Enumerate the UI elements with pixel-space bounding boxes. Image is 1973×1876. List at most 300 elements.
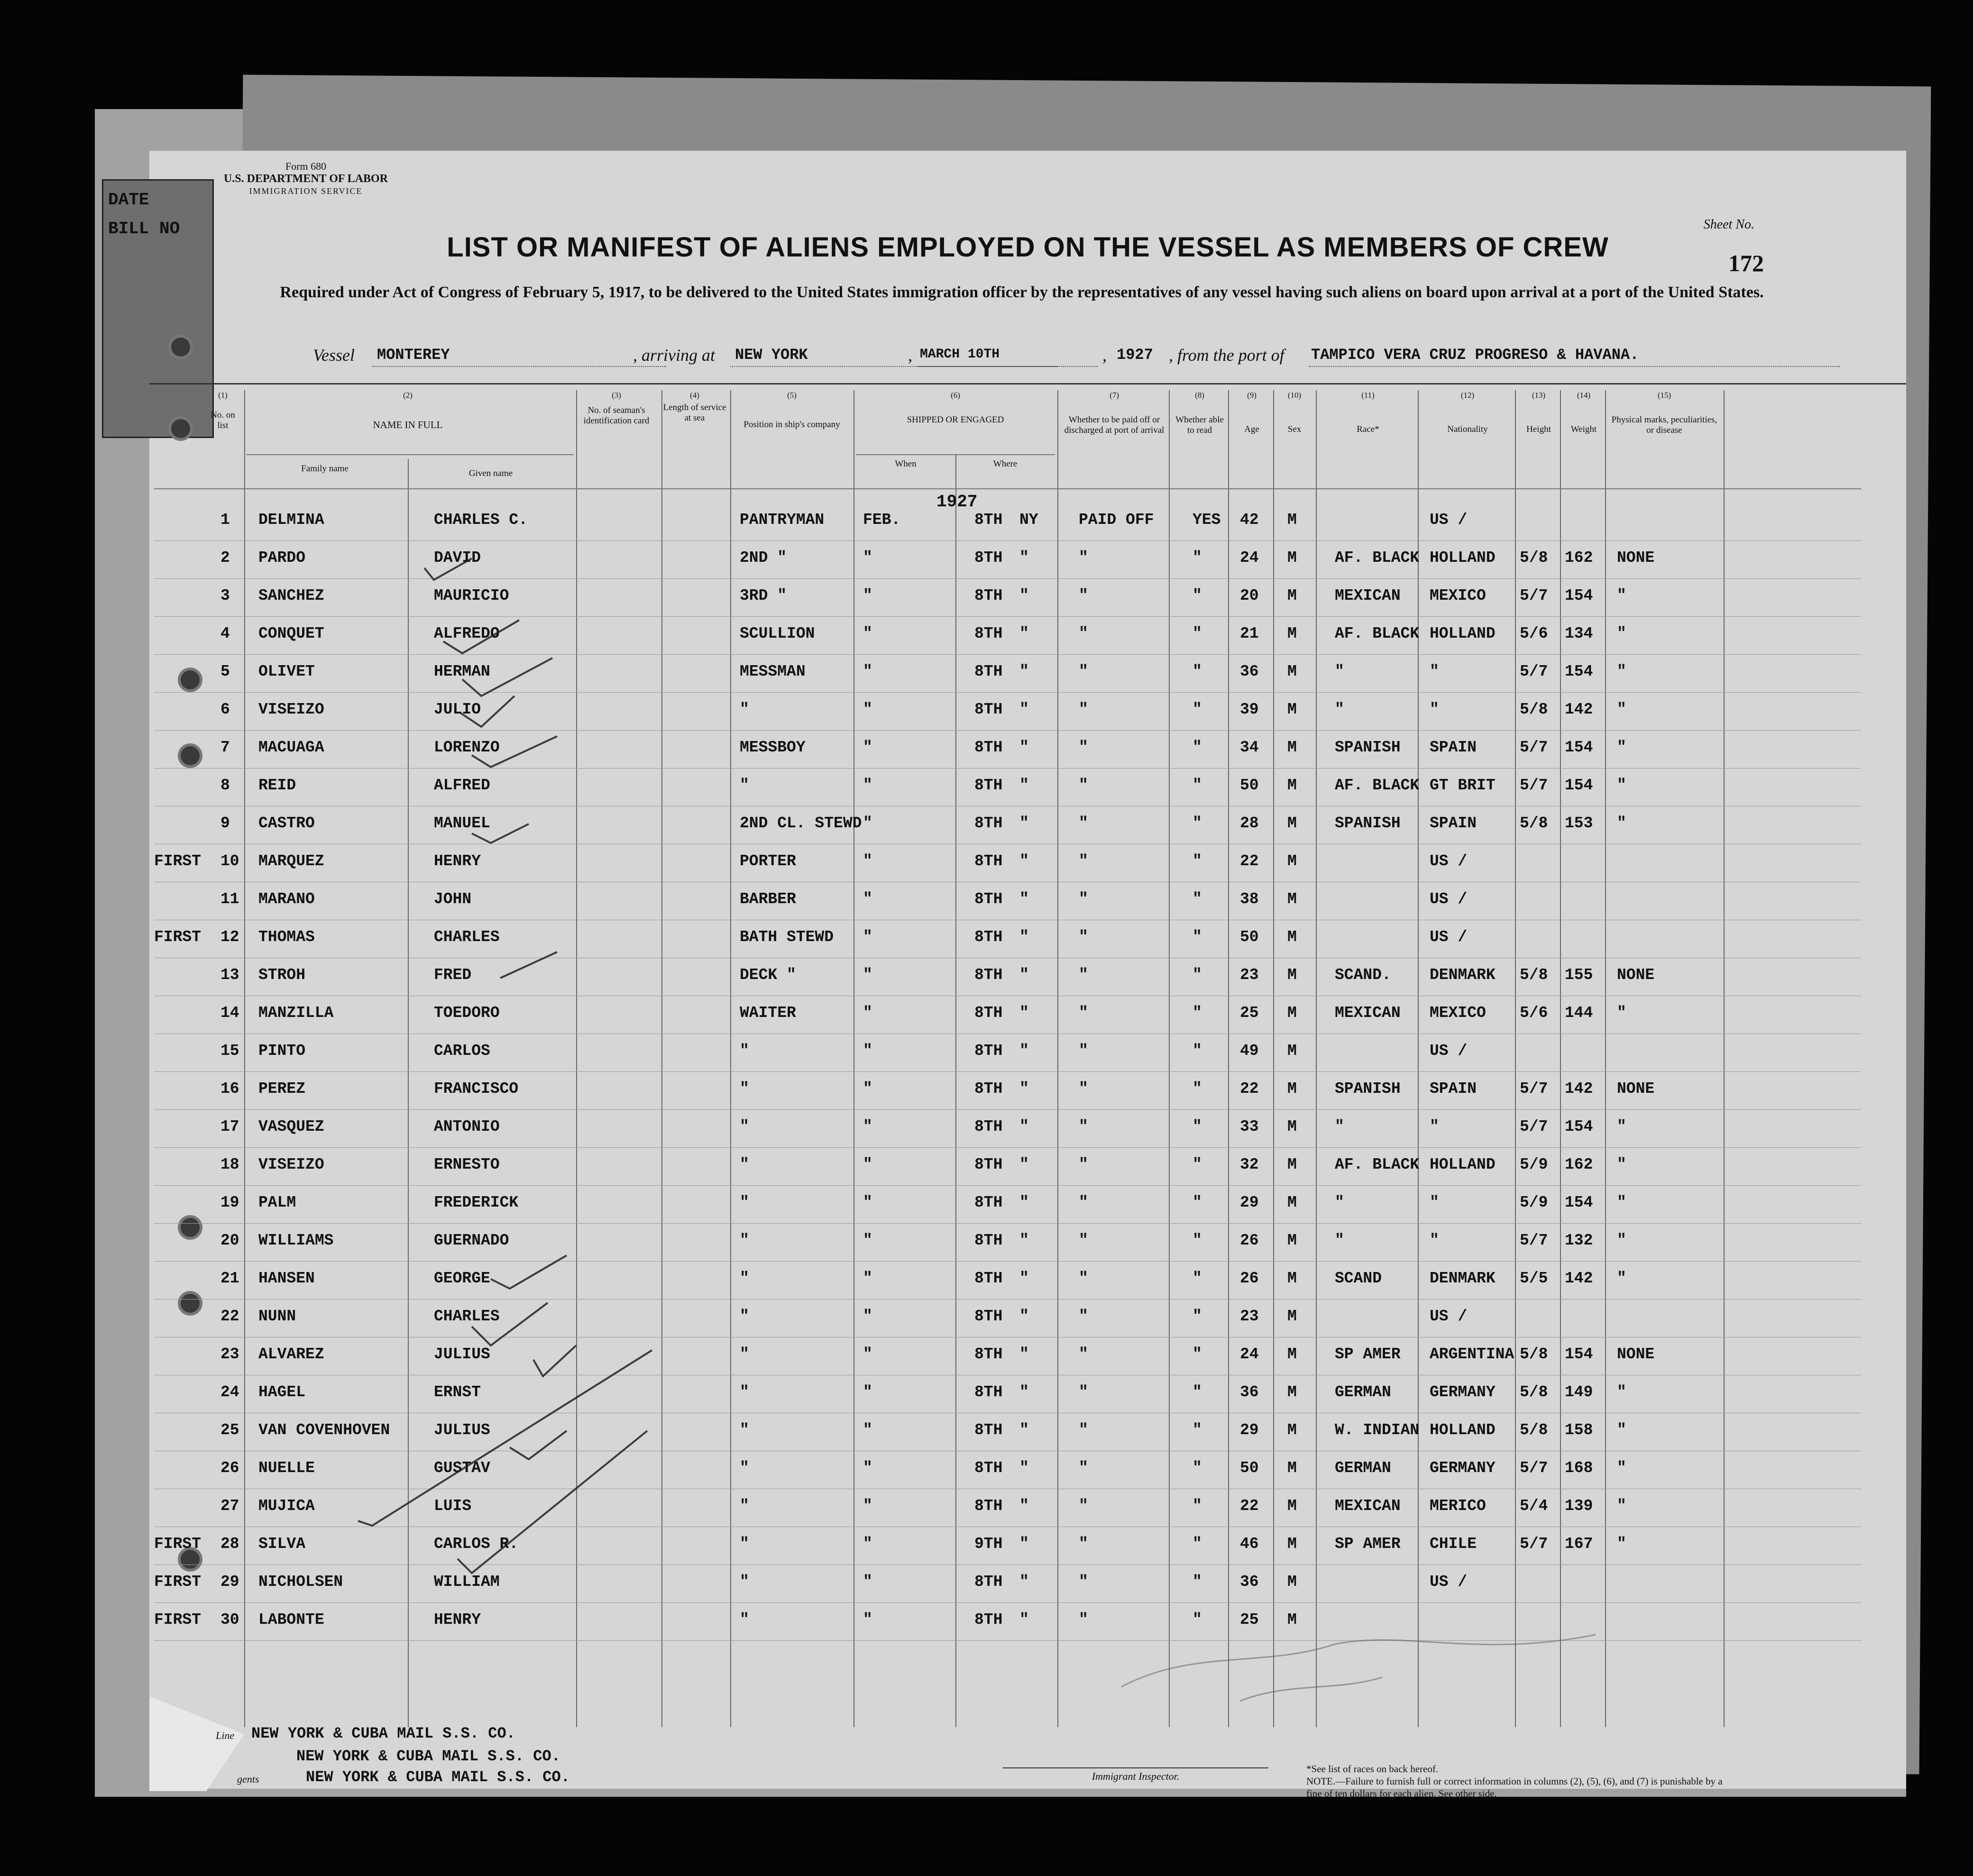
document-title: LIST OR MANIFEST OF ALIENS EMPLOYED ON THE VESSEL AS MEMBERS OF CREW xyxy=(447,232,1609,263)
table-row xyxy=(149,1345,1906,1379)
position: " xyxy=(740,1156,749,1173)
race: GERMAN xyxy=(1335,1459,1391,1477)
nationality: HOLLAND xyxy=(1430,625,1496,642)
row-rule xyxy=(154,654,1861,655)
shipped-day: 8TH xyxy=(974,890,1003,908)
height: 5/8 xyxy=(1520,814,1548,832)
nationality: ARGENTINA xyxy=(1430,1345,1514,1363)
document-subtitle: Required under Act of Congress of February 5, 1917, to be delivered to the United States immigration officer by the representatives of any vessel having such aliens on board upon arrival at a port of the United States. xyxy=(280,284,1764,301)
vessel-info: Vessel MONTEREY , arriving at NEW YORK , MARCH 10TH , 1927 , from the port of TAMPICO VERA CRUZ PROGRESO & HAVANA. xyxy=(149,345,1906,378)
shipped-month: " xyxy=(863,928,872,946)
race: SPANISH xyxy=(1335,1080,1401,1098)
paid-off: " xyxy=(1079,1383,1088,1401)
given-name: ALFREDO xyxy=(434,625,500,642)
sex: M xyxy=(1287,549,1297,567)
row-rule xyxy=(154,1640,1861,1641)
from-label: , from the port of xyxy=(1169,346,1285,365)
sex: M xyxy=(1287,1080,1297,1098)
able-to-read: " xyxy=(1193,549,1202,567)
slip-line: DATE xyxy=(108,190,149,210)
height: 5/7 xyxy=(1520,1535,1548,1553)
height: 5/6 xyxy=(1520,625,1548,642)
race: " xyxy=(1335,1194,1344,1211)
shipped-month: " xyxy=(863,1573,872,1591)
row-number: 22 xyxy=(220,1308,239,1325)
paid-off: " xyxy=(1079,587,1088,604)
height: 5/8 xyxy=(1520,966,1548,984)
table-row xyxy=(149,814,1906,848)
shipped-day: 8TH xyxy=(974,1421,1003,1439)
table-row xyxy=(149,890,1906,924)
shipped-month: " xyxy=(863,1270,872,1287)
first-class-mark: FIRST xyxy=(154,1573,202,1591)
shipped-day: 8TH xyxy=(974,1042,1003,1060)
given-name: MANUEL xyxy=(434,814,490,832)
table-row xyxy=(149,1308,1906,1341)
form-number: Form 680 xyxy=(285,160,327,172)
sex: M xyxy=(1287,1421,1297,1439)
family-name: SILVA xyxy=(258,1535,306,1553)
paid-off: " xyxy=(1079,1497,1088,1515)
row-rule xyxy=(154,616,1861,617)
sex: M xyxy=(1287,587,1297,604)
weight: 144 xyxy=(1565,1004,1593,1022)
able-to-read: " xyxy=(1193,1497,1202,1515)
race: GERMAN xyxy=(1335,1383,1391,1401)
row-number: 10 xyxy=(220,852,239,870)
given-name: JULIO xyxy=(434,701,481,718)
physical-marks: " xyxy=(1617,625,1626,642)
family-name: VISEIZO xyxy=(258,1156,324,1173)
paid-off: " xyxy=(1079,852,1088,870)
nationality: GERMANY xyxy=(1430,1459,1496,1477)
col-3-header: (3) No. of seaman's identification card xyxy=(583,391,650,426)
age: 25 xyxy=(1240,1611,1259,1629)
paid-off: " xyxy=(1079,1345,1088,1363)
family-name: WILLIAMS xyxy=(258,1232,334,1249)
table-row xyxy=(149,1270,1906,1303)
table-row xyxy=(149,739,1906,772)
given-name: GEORGE xyxy=(434,1270,490,1287)
shipped-month: " xyxy=(863,814,872,832)
paid-off: " xyxy=(1079,1232,1088,1249)
nationality: GT BRIT xyxy=(1430,777,1496,794)
race: MEXICAN xyxy=(1335,1497,1401,1515)
age: 24 xyxy=(1240,1345,1259,1363)
able-to-read: YES xyxy=(1193,511,1221,529)
age: 29 xyxy=(1240,1194,1259,1211)
shipped-where: " xyxy=(1019,1421,1029,1439)
given-name: FRANCISCO xyxy=(434,1080,519,1098)
physical-marks: " xyxy=(1617,587,1626,604)
nationality: HOLLAND xyxy=(1430,1156,1496,1173)
sex: M xyxy=(1287,625,1297,642)
shipped-month: " xyxy=(863,1080,872,1098)
shipped-day: 8TH xyxy=(974,1497,1003,1515)
position: 3RD " xyxy=(740,587,787,604)
col-9-header: (9) Age xyxy=(1244,391,1259,434)
paid-off: " xyxy=(1079,701,1088,718)
physical-marks: NONE xyxy=(1617,1345,1655,1363)
family-name: MANZILLA xyxy=(258,1004,334,1022)
race: " xyxy=(1335,663,1344,680)
sheet-number: 172 xyxy=(1728,250,1764,276)
able-to-read: " xyxy=(1193,1080,1202,1098)
row-number: 5 xyxy=(220,663,230,680)
position: " xyxy=(740,777,749,794)
position: " xyxy=(740,1383,749,1401)
given-name: FREDERICK xyxy=(434,1194,519,1211)
shipped-where: " xyxy=(1019,1383,1029,1401)
physical-marks: " xyxy=(1617,1421,1626,1439)
race: SPANISH xyxy=(1335,739,1401,756)
shipped-month: " xyxy=(863,1345,872,1363)
row-number: 27 xyxy=(220,1497,239,1515)
weight: 168 xyxy=(1565,1459,1593,1477)
age: 25 xyxy=(1240,1004,1259,1022)
position: SCULLION xyxy=(740,625,815,642)
paid-off: " xyxy=(1079,1080,1088,1098)
age: 34 xyxy=(1240,739,1259,756)
shipped-day: 8TH xyxy=(974,1232,1003,1249)
family-name: STROH xyxy=(258,966,306,984)
paid-off: " xyxy=(1079,1118,1088,1135)
shipped-day: 8TH xyxy=(974,814,1003,832)
height: 5/8 xyxy=(1520,1345,1548,1363)
row-rule xyxy=(154,1109,1861,1110)
arriving-label: , arriving at xyxy=(633,346,716,365)
nationality: SPAIN xyxy=(1430,1080,1477,1098)
weight: 158 xyxy=(1565,1421,1593,1439)
table-row xyxy=(149,852,1906,886)
shipped-day: 8TH xyxy=(974,663,1003,680)
given-name: JULIUS xyxy=(434,1345,490,1363)
nationality: GERMANY xyxy=(1430,1383,1496,1401)
position: " xyxy=(740,1535,749,1553)
able-to-read: " xyxy=(1193,1383,1202,1401)
row-rule xyxy=(154,1147,1861,1148)
given-name: CHARLES xyxy=(434,1308,500,1325)
shipped-day: 8TH xyxy=(974,739,1003,756)
sex: M xyxy=(1287,1270,1297,1287)
shipped-where: " xyxy=(1019,625,1029,642)
race: AF. BLACK xyxy=(1335,777,1420,794)
able-to-read: " xyxy=(1193,1535,1202,1553)
given-name: FRED xyxy=(434,966,472,984)
paid-off: " xyxy=(1079,549,1088,567)
row-number: 25 xyxy=(220,1421,239,1439)
department-name: U.S. DEPARTMENT OF LABOR xyxy=(223,173,388,185)
shipped-month: " xyxy=(863,1308,872,1325)
shipped-day: 8TH xyxy=(974,1611,1003,1629)
able-to-read: " xyxy=(1193,1459,1202,1477)
age: 49 xyxy=(1240,1042,1259,1060)
given-name: ANTONIO xyxy=(434,1118,500,1135)
shipped-where: " xyxy=(1019,549,1029,567)
shipped-where: " xyxy=(1019,777,1029,794)
row-number: 15 xyxy=(220,1042,239,1060)
shipped-day: 8TH xyxy=(974,1573,1003,1591)
shipped-day: 8TH xyxy=(974,928,1003,946)
physical-marks: " xyxy=(1617,1535,1626,1553)
weight: 155 xyxy=(1565,966,1593,984)
nationality: " xyxy=(1430,663,1439,680)
row-number: 29 xyxy=(220,1573,239,1591)
height: 5/7 xyxy=(1520,739,1548,756)
row-rule xyxy=(154,692,1861,693)
family-name: NUNN xyxy=(258,1308,296,1325)
table-row xyxy=(149,1080,1906,1113)
position: " xyxy=(740,1459,749,1477)
footnote xyxy=(1306,1763,1733,1800)
weight: 154 xyxy=(1565,1194,1593,1211)
age: 50 xyxy=(1240,928,1259,946)
paid-off: " xyxy=(1079,928,1088,946)
height: 5/7 xyxy=(1520,1080,1548,1098)
shipped-month: " xyxy=(863,739,872,756)
year-annotation: 1927 xyxy=(936,492,978,512)
footnote-races: *See list of races on back hereof. xyxy=(1306,1763,1439,1775)
sex: M xyxy=(1287,663,1297,680)
age: 22 xyxy=(1240,852,1259,870)
shipped-month: " xyxy=(863,663,872,680)
col-6-when-header: When xyxy=(895,459,917,469)
sex: M xyxy=(1287,1042,1297,1060)
able-to-read: " xyxy=(1193,966,1202,984)
nationality: US / xyxy=(1430,1308,1468,1325)
shipped-where: " xyxy=(1019,1270,1029,1287)
table-row xyxy=(149,587,1906,620)
table-row xyxy=(149,1535,1906,1568)
nationality: MERICO xyxy=(1430,1497,1486,1515)
shipped-where: " xyxy=(1019,928,1029,946)
race: " xyxy=(1335,1118,1344,1135)
physical-marks: NONE xyxy=(1617,966,1655,984)
table-row xyxy=(149,1611,1906,1644)
shipped-day: 8TH xyxy=(974,1194,1003,1211)
physical-marks: " xyxy=(1617,1118,1626,1135)
age: 36 xyxy=(1240,1573,1259,1591)
paid-off: " xyxy=(1079,1042,1088,1060)
position: " xyxy=(740,1421,749,1439)
shipped-day: 8TH xyxy=(974,777,1003,794)
table-row xyxy=(149,663,1906,696)
first-class-mark: FIRST xyxy=(154,852,202,870)
family-name: THOMAS xyxy=(258,928,315,946)
physical-marks: " xyxy=(1617,777,1626,794)
col-1-header: (1) No. on list xyxy=(211,391,235,430)
col-2-family-header: Family name xyxy=(301,464,349,474)
shipped-where: " xyxy=(1019,739,1029,756)
shipped-where: " xyxy=(1019,1042,1029,1060)
age: 39 xyxy=(1240,701,1259,718)
shipped-where: " xyxy=(1019,1156,1029,1173)
col-6-header: (6) SHIPPED OR ENGAGED xyxy=(907,391,1004,425)
row-number: 9 xyxy=(220,814,230,832)
physical-marks: " xyxy=(1617,1156,1626,1173)
given-name: HENRY xyxy=(434,852,481,870)
sex: M xyxy=(1287,1611,1297,1629)
paid-off: " xyxy=(1079,1156,1088,1173)
able-to-read: " xyxy=(1193,777,1202,794)
age: 21 xyxy=(1240,625,1259,642)
given-name: HERMAN xyxy=(434,663,490,680)
nationality: " xyxy=(1430,701,1439,718)
family-name: NUELLE xyxy=(258,1459,315,1477)
able-to-read: " xyxy=(1193,1573,1202,1591)
table-row xyxy=(149,928,1906,961)
row-number: 28 xyxy=(220,1535,239,1553)
age: 36 xyxy=(1240,1383,1259,1401)
row-rule xyxy=(154,1602,1861,1603)
paid-off: " xyxy=(1079,777,1088,794)
table-row xyxy=(149,1194,1906,1227)
weight: 162 xyxy=(1565,1156,1593,1173)
attached-slip xyxy=(102,179,214,438)
able-to-read: " xyxy=(1193,587,1202,604)
height: 5/7 xyxy=(1520,777,1548,794)
able-to-read: " xyxy=(1193,625,1202,642)
nationality: CHILE xyxy=(1430,1535,1477,1553)
departure-ports: TAMPICO VERA CRUZ PROGRESO & HAVANA. xyxy=(1311,346,1639,364)
position: " xyxy=(740,1042,749,1060)
shipping-line-2: NEW YORK & CUBA MAIL S.S. CO. xyxy=(296,1748,560,1765)
race: W. INDIAN xyxy=(1335,1421,1420,1439)
age: 32 xyxy=(1240,1156,1259,1173)
shipped-day: 8TH xyxy=(974,852,1003,870)
shipped-day: 8TH xyxy=(974,701,1003,718)
family-name: DELMINA xyxy=(258,511,324,529)
position: " xyxy=(740,1118,749,1135)
weight: 142 xyxy=(1565,1080,1593,1098)
physical-marks: " xyxy=(1617,1459,1626,1477)
height: 5/8 xyxy=(1520,549,1548,567)
shipped-day: 8TH xyxy=(974,1156,1003,1173)
age: 26 xyxy=(1240,1232,1259,1249)
nationality: MEXICO xyxy=(1430,1004,1486,1022)
given-name: ERNST xyxy=(434,1383,481,1401)
family-name: HANSEN xyxy=(258,1270,315,1287)
weight: 162 xyxy=(1565,549,1593,567)
nationality: " xyxy=(1430,1118,1439,1135)
age: 22 xyxy=(1240,1080,1259,1098)
weight: 154 xyxy=(1565,663,1593,680)
sex: M xyxy=(1287,1535,1297,1553)
shipped-month: " xyxy=(863,1459,872,1477)
sex: M xyxy=(1287,852,1297,870)
paid-off: " xyxy=(1079,890,1088,908)
table-row xyxy=(149,1156,1906,1189)
manifest-sheet xyxy=(108,151,1906,1799)
height: 5/7 xyxy=(1520,1118,1548,1135)
race: MEXICAN xyxy=(1335,1004,1401,1022)
able-to-read: " xyxy=(1193,1421,1202,1439)
height: 5/8 xyxy=(1520,1421,1548,1439)
given-name: ALFRED xyxy=(434,777,490,794)
shipped-where: " xyxy=(1019,1611,1029,1629)
row-number: 13 xyxy=(220,966,239,984)
agents-label: gents xyxy=(237,1773,259,1785)
table-row xyxy=(149,777,1906,810)
table-row xyxy=(149,1459,1906,1492)
nationality: HOLLAND xyxy=(1430,549,1496,567)
shipped-month: " xyxy=(863,701,872,718)
shipped-where: " xyxy=(1019,1345,1029,1363)
race: SP AMER xyxy=(1335,1535,1401,1553)
height: 5/5 xyxy=(1520,1270,1548,1287)
agents-name: NEW YORK & CUBA MAIL S.S. CO. xyxy=(306,1768,570,1786)
nationality: US / xyxy=(1430,1042,1468,1060)
paid-off: " xyxy=(1079,739,1088,756)
family-name: PARDO xyxy=(258,549,306,567)
row-number: 4 xyxy=(220,625,230,642)
sheet-number-label: Sheet No. xyxy=(1703,217,1754,232)
shipped-day: 8TH xyxy=(974,1004,1003,1022)
shipping-line: NEW YORK & CUBA MAIL S.S. CO. xyxy=(251,1725,515,1742)
given-name: JULIUS xyxy=(434,1421,490,1439)
shipped-where: " xyxy=(1019,1535,1029,1553)
row-number: 21 xyxy=(220,1270,239,1287)
sex: M xyxy=(1287,701,1297,718)
race: SCAND xyxy=(1335,1270,1382,1287)
able-to-read: " xyxy=(1193,1345,1202,1363)
nationality: DENMARK xyxy=(1430,966,1496,984)
shipped-where: " xyxy=(1019,1232,1029,1249)
physical-marks: " xyxy=(1617,739,1626,756)
able-to-read: " xyxy=(1193,928,1202,946)
height: 5/8 xyxy=(1520,701,1548,718)
shipped-day: 8TH xyxy=(974,1308,1003,1325)
nationality: US / xyxy=(1430,890,1468,908)
sex: M xyxy=(1287,739,1297,756)
position: " xyxy=(740,1497,749,1515)
shipped-month: " xyxy=(863,1497,872,1515)
weight: 153 xyxy=(1565,814,1593,832)
col-12-header: (12) Nationality xyxy=(1447,391,1488,434)
given-name: CHARLES C. xyxy=(434,511,528,529)
weight: 167 xyxy=(1565,1535,1593,1553)
family-name: MARQUEZ xyxy=(258,852,324,870)
height: 5/4 xyxy=(1520,1497,1548,1515)
given-name: JOHN xyxy=(434,890,472,908)
physical-marks: " xyxy=(1617,1497,1626,1515)
nationality: " xyxy=(1430,1232,1439,1249)
arrival-date: MARCH 10TH xyxy=(920,347,1000,362)
row-number: 20 xyxy=(220,1232,239,1249)
col-14-header: (14) Weight xyxy=(1570,391,1597,434)
age: 50 xyxy=(1240,1459,1259,1477)
row-number: 11 xyxy=(220,890,239,908)
shipped-where: " xyxy=(1019,1497,1029,1515)
first-class-mark: FIRST xyxy=(154,1611,202,1629)
first-class-mark: FIRST xyxy=(154,928,202,946)
paid-off: " xyxy=(1079,1194,1088,1211)
shipped-month: " xyxy=(863,587,872,604)
row-number: 8 xyxy=(220,777,230,794)
sex: M xyxy=(1287,1004,1297,1022)
given-name: CARLOS R. xyxy=(434,1535,519,1553)
nationality: HOLLAND xyxy=(1430,1421,1496,1439)
weight: 154 xyxy=(1565,739,1593,756)
age: 50 xyxy=(1240,777,1259,794)
physical-marks: " xyxy=(1617,1383,1626,1401)
given-name: ERNESTO xyxy=(434,1156,500,1173)
row-number: 6 xyxy=(220,701,230,718)
shipped-day: 8TH xyxy=(974,1345,1003,1363)
position: PANTRYMAN xyxy=(740,511,825,529)
weight: 154 xyxy=(1565,1345,1593,1363)
shipped-day: 8TH xyxy=(974,511,1003,529)
